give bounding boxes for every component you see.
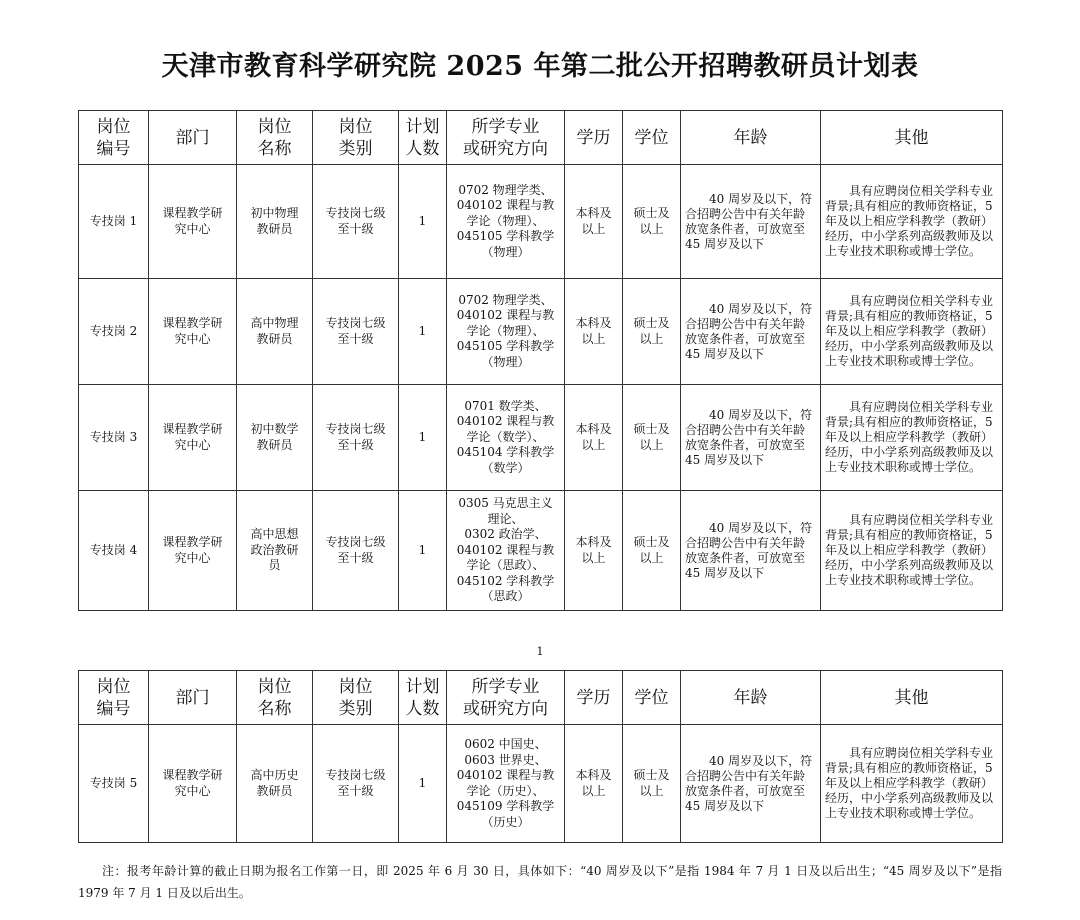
header-cell-position-category: 岗位 类别 — [313, 671, 399, 725]
cell-planned-count: 1 — [399, 725, 447, 843]
header-cell-education: 学历 — [565, 671, 623, 725]
table-header-row — [79, 671, 1003, 725]
cell-major: 0702 物理学类、 040102 课程与教 学论（物理）、 045105 学科教学 （物理） — [447, 165, 565, 279]
page-title: 天津市教育科学研究院 2025 年第二批公开招聘教研员计划表 — [161, 51, 919, 82]
cell-other: 具有应聘岗位相关学科专业背景;具有相应的教师资格证，5 年及以上相应学科教学（教研）经历，中小学系列高级教师及以上专业技术职称或博士学位。 — [821, 491, 1003, 611]
recruitment-plan-table-continued — [78, 670, 1003, 843]
cell-age: 40 周岁及以下，符合招聘公告中有关年龄放宽条件者，可放宽至 45 周岁及以下 — [681, 725, 821, 843]
header-cell-department: 部门 — [149, 111, 237, 165]
header-cell-position-name: 岗位 名称 — [237, 111, 313, 165]
cell-degree: 硕士及 以上 — [623, 279, 681, 385]
header-cell-age: 年龄 — [681, 671, 821, 725]
cell-age: 40 周岁及以下，符合招聘公告中有关年龄放宽条件者，可放宽至 45 周岁及以下 — [681, 385, 821, 491]
cell-education: 本科及 以上 — [565, 491, 623, 611]
cell-planned-count: 1 — [399, 165, 447, 279]
cell-position-name: 初中物理 教研员 — [237, 165, 313, 279]
cell-position-name: 高中思想 政治教研 员 — [237, 491, 313, 611]
cell-age: 40 周岁及以下，符合招聘公告中有关年龄放宽条件者，可放宽至 45 周岁及以下 — [681, 165, 821, 279]
header-cell-education: 学历 — [565, 111, 623, 165]
cell-department: 课程教学研 究中心 — [149, 165, 237, 279]
cell-position-category: 专技岗七级 至十级 — [313, 279, 399, 385]
header-cell-degree: 学位 — [623, 671, 681, 725]
cell-age: 40 周岁及以下，符合招聘公告中有关年龄放宽条件者，可放宽至 45 周岁及以下 — [681, 279, 821, 385]
cell-position-id: 专技岗 3 — [79, 385, 149, 491]
cell-position-id: 专技岗 1 — [79, 165, 149, 279]
cell-position-id: 专技岗 2 — [79, 279, 149, 385]
recruitment-plan-table — [78, 110, 1003, 611]
header-cell-position-category: 岗位 类别 — [313, 111, 399, 165]
cell-position-name: 初中数学 教研员 — [237, 385, 313, 491]
header-cell-major: 所学专业 或研究方向 — [447, 111, 565, 165]
cell-other: 具有应聘岗位相关学科专业背景;具有相应的教师资格证，5 年及以上相应学科教学（教研）经历，中小学系列高级教师及以上专业技术职称或博士学位。 — [821, 385, 1003, 491]
cell-planned-count: 1 — [399, 385, 447, 491]
cell-position-name: 高中物理 教研员 — [237, 279, 313, 385]
page-number: 1 — [536, 645, 544, 658]
cell-major: 0702 物理学类、 040102 课程与教 学论（物理）、 045105 学科教学 （物理） — [447, 279, 565, 385]
header-cell-department: 部门 — [149, 671, 237, 725]
header-cell-age: 年龄 — [681, 111, 821, 165]
cell-degree: 硕士及 以上 — [623, 385, 681, 491]
cell-department: 课程教学研 究中心 — [149, 279, 237, 385]
cell-position-category: 专技岗七级 至十级 — [313, 491, 399, 611]
cell-department: 课程教学研 究中心 — [149, 725, 237, 843]
table-row — [79, 385, 1003, 491]
cell-other: 具有应聘岗位相关学科专业背景;具有相应的教师资格证，5 年及以上相应学科教学（教研）经历，中小学系列高级教师及以上专业技术职称或博士学位。 — [821, 279, 1003, 385]
cell-major: 0701 数学类、 040102 课程与教 学论（数学）、 045104 学科教学 （数学） — [447, 385, 565, 491]
cell-position-name: 高中历史 教研员 — [237, 725, 313, 843]
header-cell-other: 其他 — [821, 671, 1003, 725]
cell-education: 本科及 以上 — [565, 165, 623, 279]
header-cell-position-name: 岗位 名称 — [237, 671, 313, 725]
footnote: 注：报考年龄计算的截止日期为报名工作第一日，即 2025 年 6 月 30 日，具体如下：“40 周岁及以下”是指 1984 年 7 月 1 日及以后出生；“45 周岁及以下”是指 1979 年 7 月 1 日及以后出生。 — [78, 864, 1002, 900]
cell-age: 40 周岁及以下，符合招聘公告中有关年龄放宽条件者，可放宽至 45 周岁及以下 — [681, 491, 821, 611]
table-row — [79, 279, 1003, 385]
header-cell-degree: 学位 — [623, 111, 681, 165]
cell-department: 课程教学研 究中心 — [149, 385, 237, 491]
cell-other: 具有应聘岗位相关学科专业背景;具有相应的教师资格证，5 年及以上相应学科教学（教研）经历，中小学系列高级教师及以上专业技术职称或博士学位。 — [821, 725, 1003, 843]
cell-education: 本科及 以上 — [565, 385, 623, 491]
table-row — [79, 491, 1003, 611]
cell-other: 具有应聘岗位相关学科专业背景;具有相应的教师资格证，5 年及以上相应学科教学（教研）经历，中小学系列高级教师及以上专业技术职称或博士学位。 — [821, 165, 1003, 279]
cell-degree: 硕士及 以上 — [623, 165, 681, 279]
cell-position-id: 专技岗 4 — [79, 491, 149, 611]
cell-education: 本科及 以上 — [565, 725, 623, 843]
table-row — [79, 165, 1003, 279]
cell-position-category: 专技岗七级 至十级 — [313, 165, 399, 279]
cell-position-category: 专技岗七级 至十级 — [313, 725, 399, 843]
header-cell-planned-count: 计划 人数 — [399, 671, 447, 725]
cell-position-id: 专技岗 5 — [79, 725, 149, 843]
cell-position-category: 专技岗七级 至十级 — [313, 385, 399, 491]
cell-degree: 硕士及 以上 — [623, 725, 681, 843]
cell-planned-count: 1 — [399, 491, 447, 611]
table-header-row — [79, 111, 1003, 165]
header-cell-major: 所学专业 或研究方向 — [447, 671, 565, 725]
header-cell-position-id: 岗位 编号 — [79, 671, 149, 725]
cell-degree: 硕士及 以上 — [623, 491, 681, 611]
header-cell-position-id: 岗位 编号 — [79, 111, 149, 165]
cell-major: 0602 中国史、 0603 世界史、 040102 课程与教 学论（历史）、 045109 学科教学 （历史） — [447, 725, 565, 843]
header-cell-other: 其他 — [821, 111, 1003, 165]
header-cell-planned-count: 计划 人数 — [399, 111, 447, 165]
cell-education: 本科及 以上 — [565, 279, 623, 385]
cell-planned-count: 1 — [399, 279, 447, 385]
cell-department: 课程教学研 究中心 — [149, 491, 237, 611]
table-row — [79, 725, 1003, 843]
cell-major: 0305 马克思主义 理论、 0302 政治学、 040102 课程与教 学论（思政）、 045102 学科教学 （思政） — [447, 491, 565, 611]
